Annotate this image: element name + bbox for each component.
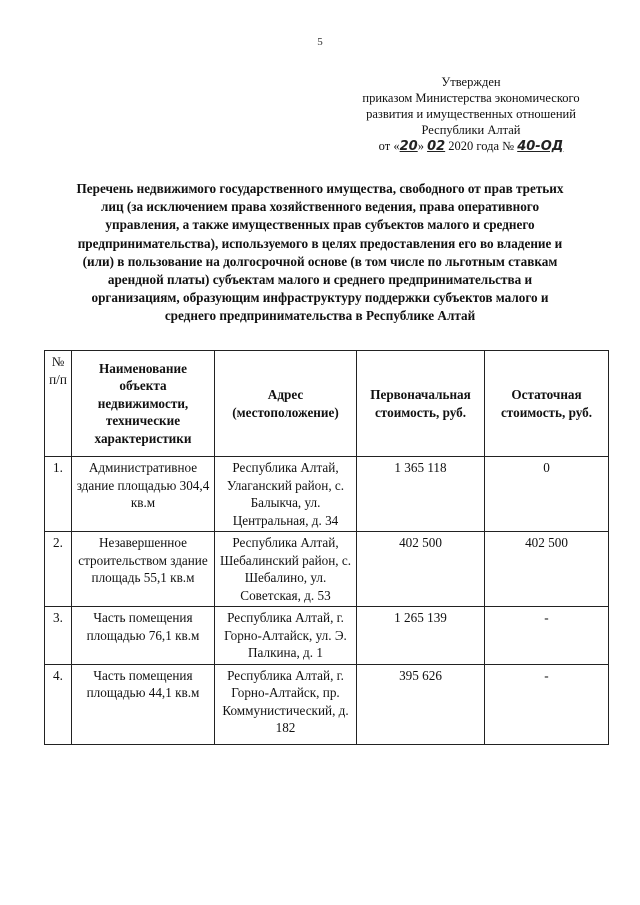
table-row [45,532,609,607]
table-row [45,664,609,744]
approval-date-line [340,138,602,155]
row-initial-cost: 1 265 139 [357,607,485,665]
row-residual-cost: - [485,607,609,665]
approval-line-2: приказом Министерства экономического [362,91,580,105]
row-address: Республика Алтай, г. Горно-Алтайск, ул. Э. Палкина, д. 1 [215,607,357,665]
date-mid: » [417,139,424,153]
row-name: Часть помещения площадью 76,1 кв.м [72,607,215,665]
row-residual-cost: - [485,664,609,744]
header-num: № п/п [45,351,72,457]
header-name: Наименование объекта недвижимости, технические характеристики [72,351,215,457]
header-address: Адрес (местоположение) [215,351,357,457]
row-residual-cost: 402 500 [485,532,609,607]
row-address: Республика Алтай, Улаганский район, с. Балыкча, ул. Центральная, д. 34 [215,457,357,532]
header-residual-cost: Остаточная стоимость, руб. [485,351,609,457]
row-initial-cost: 402 500 [357,532,485,607]
row-name: Административное здание площадью 304,4 кв.м [72,457,215,532]
date-prefix: от « [378,139,400,153]
table-row [45,457,609,532]
page-number: 5 [317,36,323,48]
row-address: Республика Алтай, Шебалинский район, с. Шебалино, ул. Советская, д. 53 [215,532,357,607]
row-number: 2. [45,532,72,607]
row-address: Республика Алтай, г. Горно-Алтайск, пр. Коммунистический, д. 182 [215,664,357,744]
table-row [45,607,609,665]
row-initial-cost: 1 365 118 [357,457,485,532]
property-table [44,350,609,745]
approval-line-4: Республики Алтай [421,123,521,137]
approval-line-1: Утвержден [441,75,501,89]
table-header-row [45,351,609,457]
row-initial-cost: 395 626 [357,664,485,744]
row-number: 1. [45,457,72,532]
row-number: 4. [45,664,72,744]
handwritten-day: 20 [399,139,418,154]
row-residual-cost: 0 [485,457,609,532]
row-name: Незавершенное строительством здание площадь 55,1 кв.м [72,532,215,607]
approval-line-3: развития и имущественных отношений [366,107,576,121]
header-initial-cost: Первоначальная стоимость, руб. [357,351,485,457]
handwritten-order-number: 40-ОД [517,139,564,154]
handwritten-month: 02 [427,139,446,154]
row-name: Часть помещения площадью 44,1 кв.м [72,664,215,744]
row-number: 3. [45,607,72,665]
date-year: 2020 года № [448,139,515,153]
approval-block [340,74,602,155]
document-title: Перечень недвижимого государственного имущества, свободного от прав третьих лиц (за исключением права хозяйственного ведения, права оперативного управления, а также имущественных прав субъектов малого и среднего предпринимательства), используемого в целях предоставления его во владение и (или) в пользование на долгосрочной основе (в том числе по льготным ставкам арендной платы) субъектам малого и среднего предпринимательства и организациям, образующим инфраструктуру поддержки субъектов малого и среднего предпринимательства в Республике Алтай [76,181,564,324]
